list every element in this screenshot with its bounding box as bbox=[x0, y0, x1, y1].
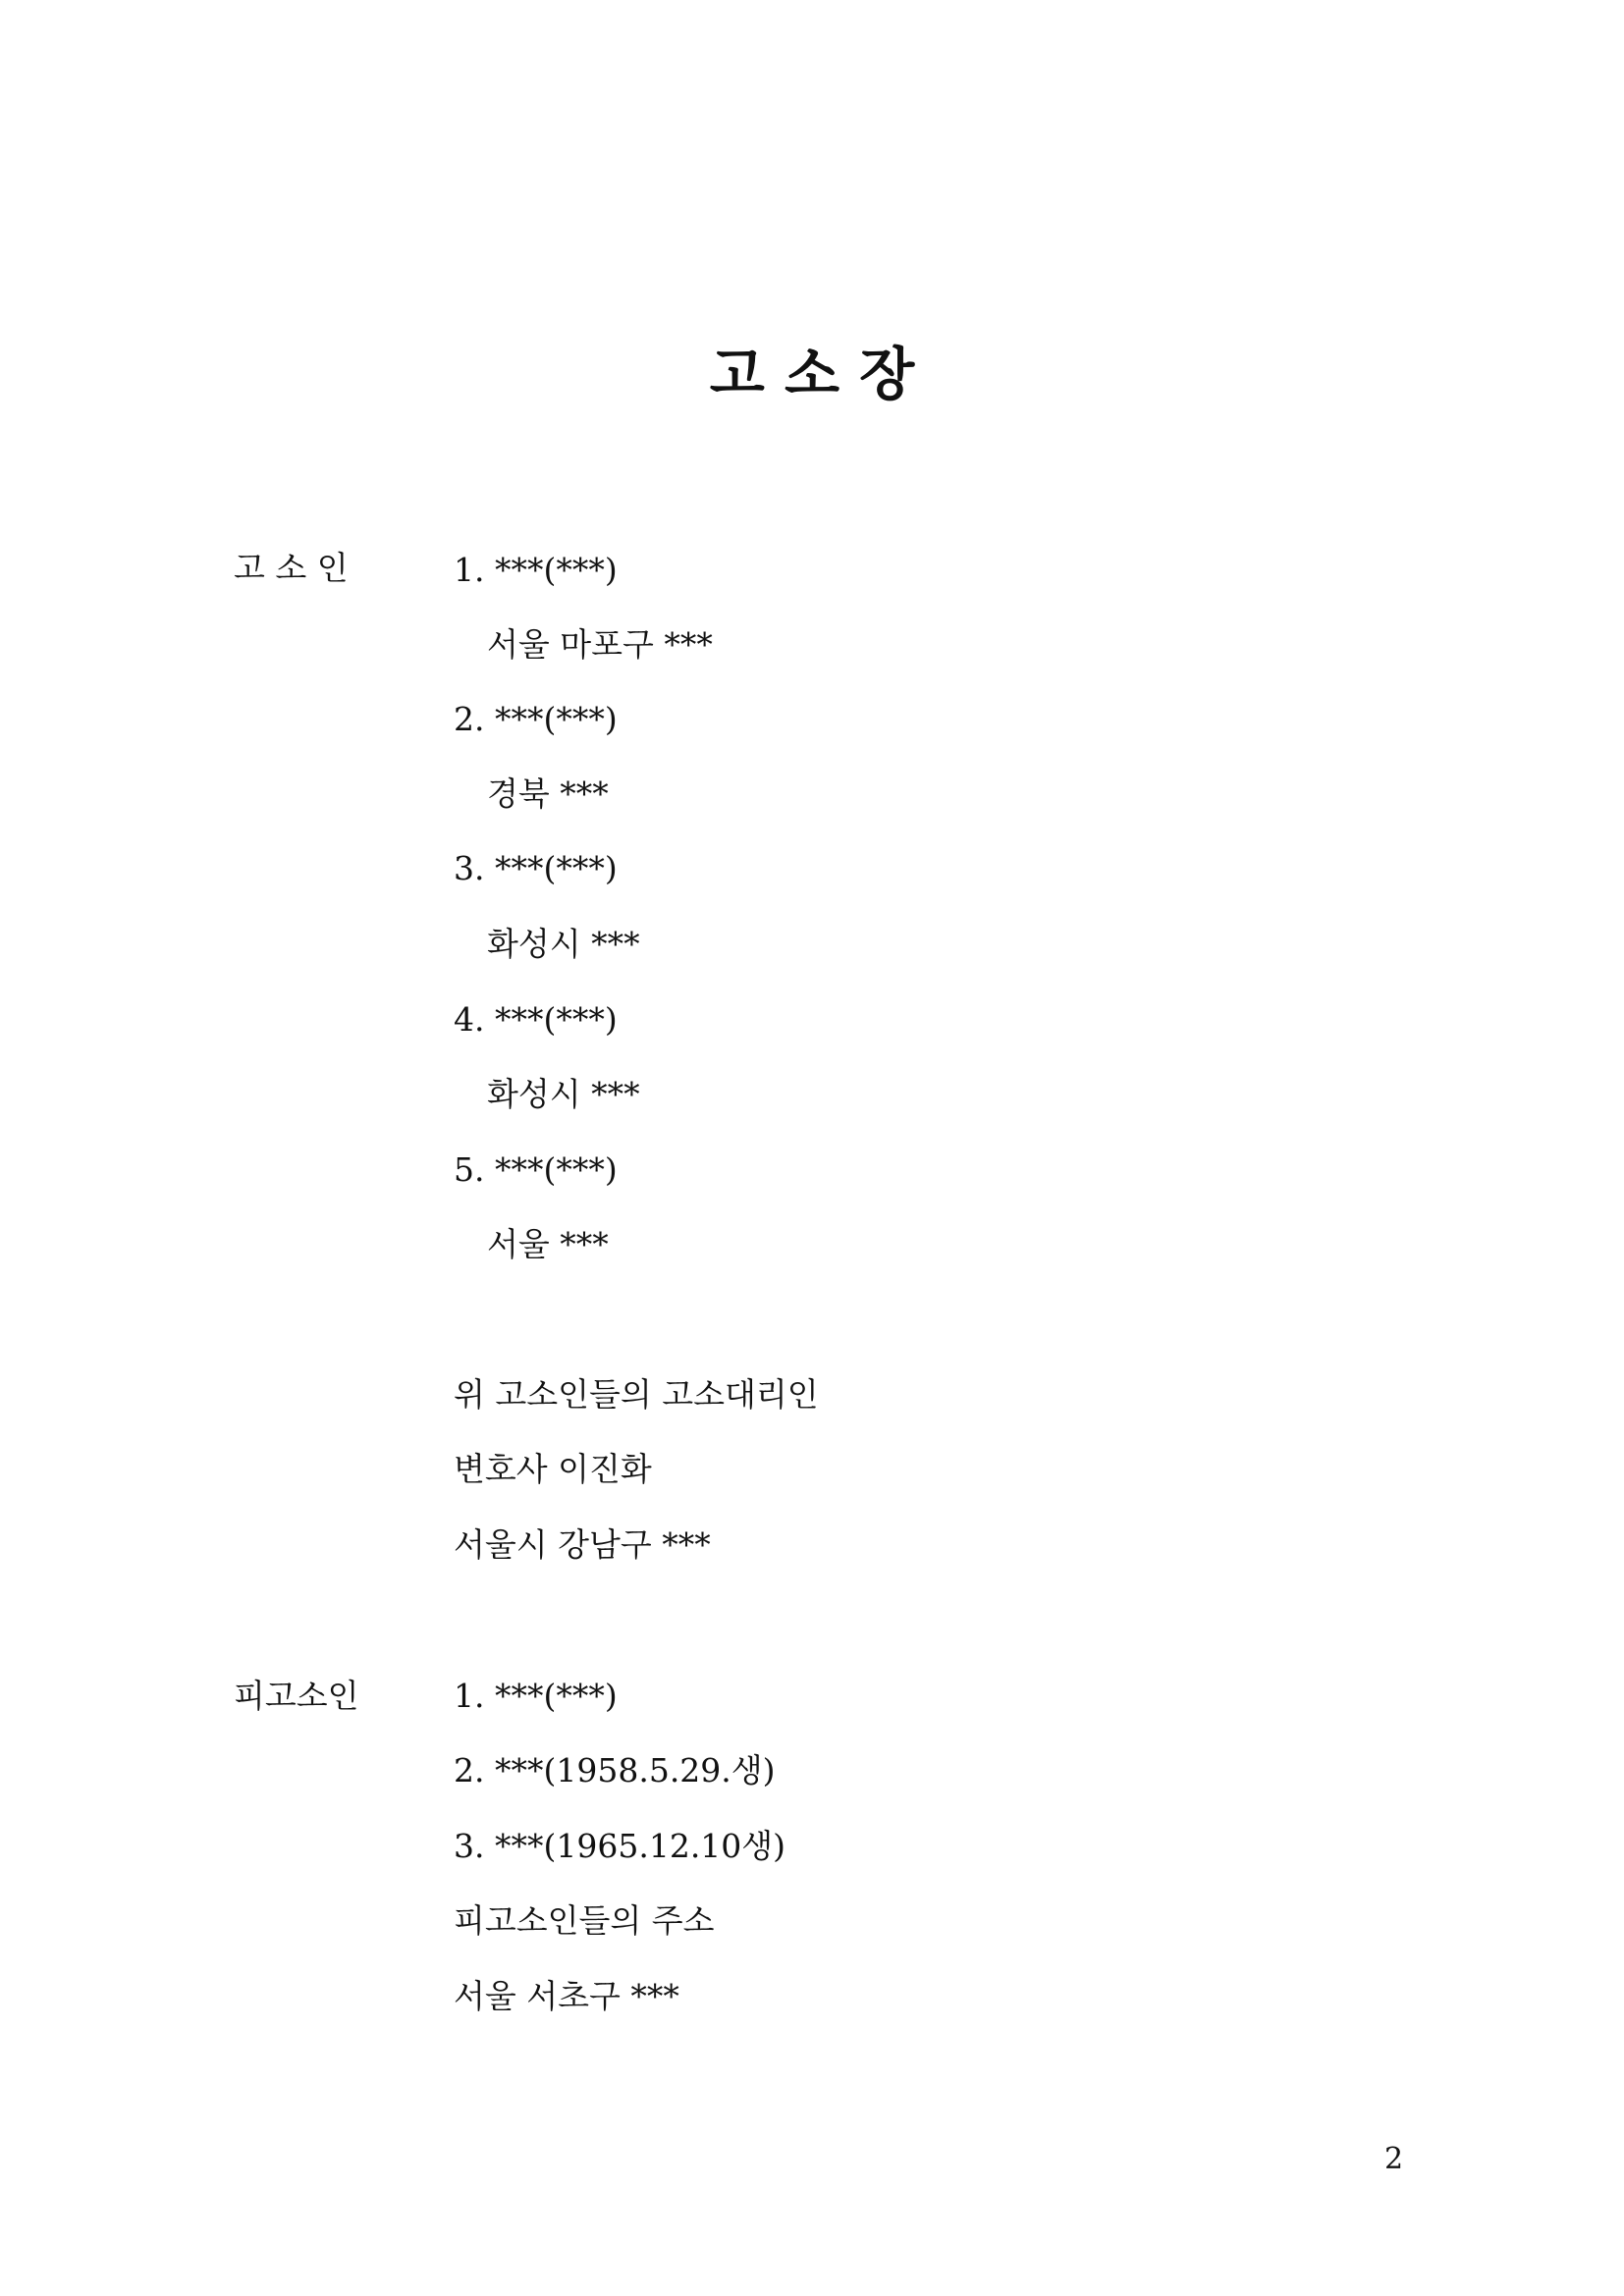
complainant-5-name: 5. ***(***) bbox=[454, 1150, 618, 1189]
complainant-1-address: 서울 마포구 *** bbox=[487, 625, 713, 664]
complainant-2-address: 경북 *** bbox=[487, 774, 609, 813]
respondents-label: 피고소인 bbox=[234, 1677, 359, 1715]
respondent-1: 1. ***(***) bbox=[454, 1677, 618, 1715]
respondent-2: 2. ***(1958.5.29.생) bbox=[454, 1751, 776, 1789]
attorney-address: 서울시 강남구 *** bbox=[454, 1525, 711, 1564]
attorney-role: 위 고소인들의 고소대리인 bbox=[454, 1375, 819, 1414]
document-title: 고 소 장 bbox=[709, 341, 915, 407]
respondents-address: 서울 서초구 *** bbox=[454, 1977, 679, 2015]
complainant-3-name: 3. ***(***) bbox=[454, 849, 618, 887]
complainant-1-name: 1. ***(***) bbox=[454, 551, 618, 589]
complainant-3-address: 화성시 *** bbox=[487, 925, 640, 963]
complainant-2-name: 2. ***(***) bbox=[454, 700, 618, 738]
complainants-label: 고 소 인 bbox=[234, 549, 349, 587]
respondent-3: 3. ***(1965.12.10생) bbox=[454, 1827, 786, 1865]
respondents-address-label: 피고소인들의 주소 bbox=[454, 1901, 715, 1940]
page-number: 2 bbox=[1384, 2142, 1404, 2176]
complainant-4-address: 화성시 *** bbox=[487, 1075, 640, 1113]
complainant-5-address: 서울 *** bbox=[487, 1225, 609, 1263]
complainant-4-name: 4. ***(***) bbox=[454, 1000, 618, 1039]
attorney-name: 변호사 이진화 bbox=[454, 1450, 652, 1488]
